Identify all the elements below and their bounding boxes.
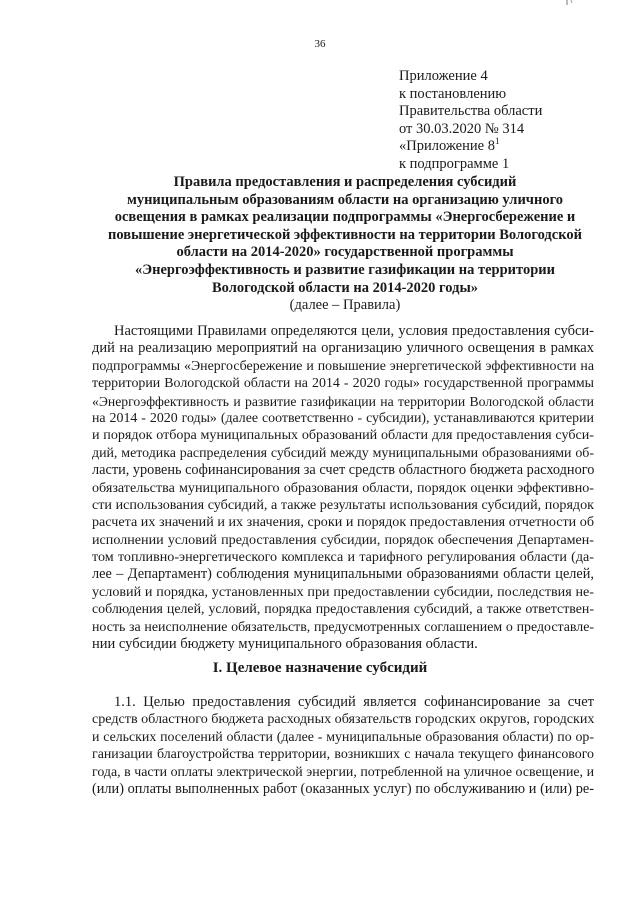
paragraph-line: года, в части оплаты электрической энергии, потребленной на уличное освещение, и xyxy=(92,764,594,780)
title-line: муниципальным образованиям области на организацию уличного xyxy=(126,191,564,208)
paragraph-line: территории Вологодской области на 2014 - 2020 годы» государственной программы xyxy=(92,376,594,392)
paragraph-line: на 2014 - 2020 годы» (далее соответственно - субсидии), устанавливаются критерии xyxy=(92,410,594,426)
title-line: повышение энергетической эффективности на территории Вологодской xyxy=(108,226,582,243)
annex-line-text: «Приложение 8 xyxy=(399,138,495,155)
document-title xyxy=(60,174,630,315)
paragraph-line: и порядок отбора муниципальных образований области для предоставления субси- xyxy=(92,427,594,444)
paragraph-line: том топливно-энергетического комплекса и тарифного регулирования области (да- xyxy=(92,549,594,566)
paragraph-line: средств областного бюджета расходных обязательств городских округов, городских xyxy=(92,711,595,728)
paragraph-line: «Энергоэффективность и развитие газификации на территории Вологодской области xyxy=(92,393,594,409)
section-heading: I. Целевое назначение субсидий xyxy=(212,660,428,676)
paragraph-line: условий и порядка, установленных при предоставлении субсидии, последствия не- xyxy=(92,583,594,600)
title-line: Правила предоставления и распределения субсидий xyxy=(173,174,517,190)
intro-paragraph xyxy=(92,323,594,653)
title-line: области на 2014-2020» государственной программы xyxy=(176,244,514,261)
paragraph-line: ганизации благоустройства территории, возникших с начала текущего финансового xyxy=(92,747,594,763)
annex-block xyxy=(399,68,542,174)
title-subtitle: (далее – Правила) xyxy=(289,297,401,314)
annex-line: Правительства области xyxy=(399,103,543,120)
paragraph-line: сти использования субсидий, а также результаты использования субсидий, порядок xyxy=(92,496,594,513)
title-line: «Энергоэффективность и развитие газификации на территории xyxy=(135,261,555,278)
annex-line: Приложение 4 xyxy=(399,68,488,84)
paragraph-line: подпрограммы «Энергосбережение и повышение энергетической эффективности на xyxy=(92,358,594,374)
annex-line xyxy=(399,138,542,156)
paragraph-line: исполнении условий предоставления субсидии, порядок обеспечения Департамен- xyxy=(92,531,594,548)
paragraph-line: дий, методика распределения субсидий между муниципальными образованиями об- xyxy=(92,445,594,461)
paragraph-line: ность за неисполнение обязательств, предусмотренных соглашением о предоставле- xyxy=(92,619,594,635)
paragraph-line: (или) оплаты выполненных работ (оказанных услуг) по обслуживанию и (или) ре- xyxy=(92,780,594,797)
paragraph-line: 1.1. Целью предоставления субсидий является софинансирование за счет xyxy=(114,694,594,710)
page-number: 36 xyxy=(314,38,326,50)
annex-line: к постановлению xyxy=(399,85,507,102)
title-line: освещения в рамках реализации подпрограммы «Энергосбережение и xyxy=(114,209,576,226)
annex-line: к подпрограмме 1 xyxy=(399,155,510,172)
paragraph-line: расчета их значений и их значения, сроки и порядок предоставления отчетности об xyxy=(92,514,594,531)
annex-superscript: 1 xyxy=(494,136,500,147)
annex-line: от 30.03.2020 № 314 xyxy=(399,120,525,137)
title-line: Вологодской области на 2014-2020 годы» xyxy=(211,279,479,296)
paragraph-line: дий на реализацию мероприятий на организацию уличного освещения в рамках xyxy=(92,340,594,357)
paragraph-line: Настоящими Правилами определяются цели, условия предоставления субси- xyxy=(114,323,594,339)
paragraph-line: нии субсидии бюджету муниципального образования области. xyxy=(92,636,478,653)
paragraph-line: ласти, уровень софинансирования за счет средств областного бюджета расходного xyxy=(92,462,595,479)
section-paragraph xyxy=(92,694,594,798)
paragraph-line: обязательства муниципального образования области, порядок оценки эффективно- xyxy=(92,479,594,496)
paragraph-line: соблюдения целей, условий, порядка предоставления субсидий, а также ответствен- xyxy=(92,602,594,618)
paragraph-line: и сельских поселений области (далее - муниципальные образования области) по ор- xyxy=(92,729,594,745)
corner-mark xyxy=(566,0,576,6)
paragraph-line: лее – Департамент) соблюдения муниципальными образованиями области целей, xyxy=(92,566,594,583)
